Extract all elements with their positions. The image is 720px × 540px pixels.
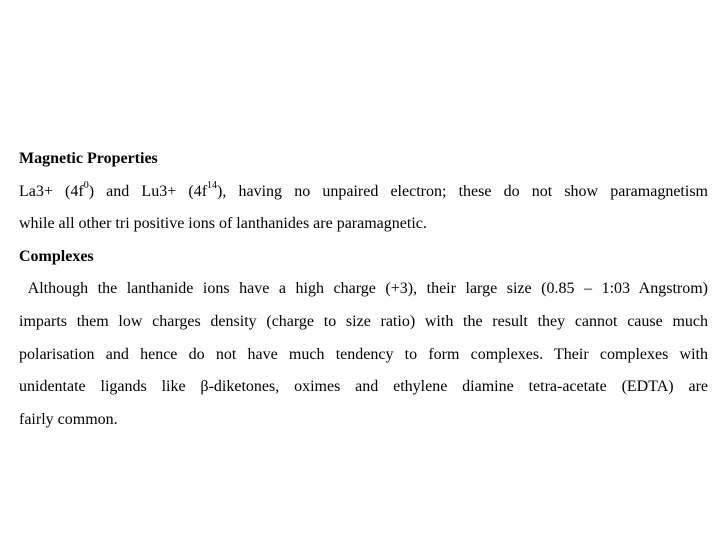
complexes-paragraph-line-1: Although the lanthanide ions have a high charge (+3), their large size (0.85 – 1:03 Angstrom) [19,280,708,298]
heading-magnetic-properties: Magnetic Properties [19,150,158,167]
magnetic-paragraph-line-1 [19,176,708,209]
magnetic-text-part-1: La3+ (4f [19,182,84,200]
complexes-paragraph-line-2: imparts them low charges density (charge to size ratio) with the result they cannot cause much [19,312,708,330]
complexes-paragraph-line-4: unidentate ligands like β-diketones, oximes and ethylene diamine tetra-acetate (EDTA) are [19,378,708,396]
superscript-0: 0 [83,180,89,192]
magnetic-text-part-2: ) and Lu3+ (4f [88,182,208,200]
document-body [19,143,708,436]
heading-complexes: Complexes [19,247,94,265]
magnetic-text-part-3: ), having no unpaired electron; these do not show paramagnetism [217,182,708,200]
complexes-paragraph-line-5: fairly common. [19,410,118,428]
magnetic-paragraph-line-2: while all other tri positive ions of lanthanides are paramagnetic. [19,215,427,233]
superscript-14: 14 [207,180,218,192]
complexes-paragraph-line-3: polarisation and hence do not have much tendency to form complexes. Their complexes with [19,345,708,363]
